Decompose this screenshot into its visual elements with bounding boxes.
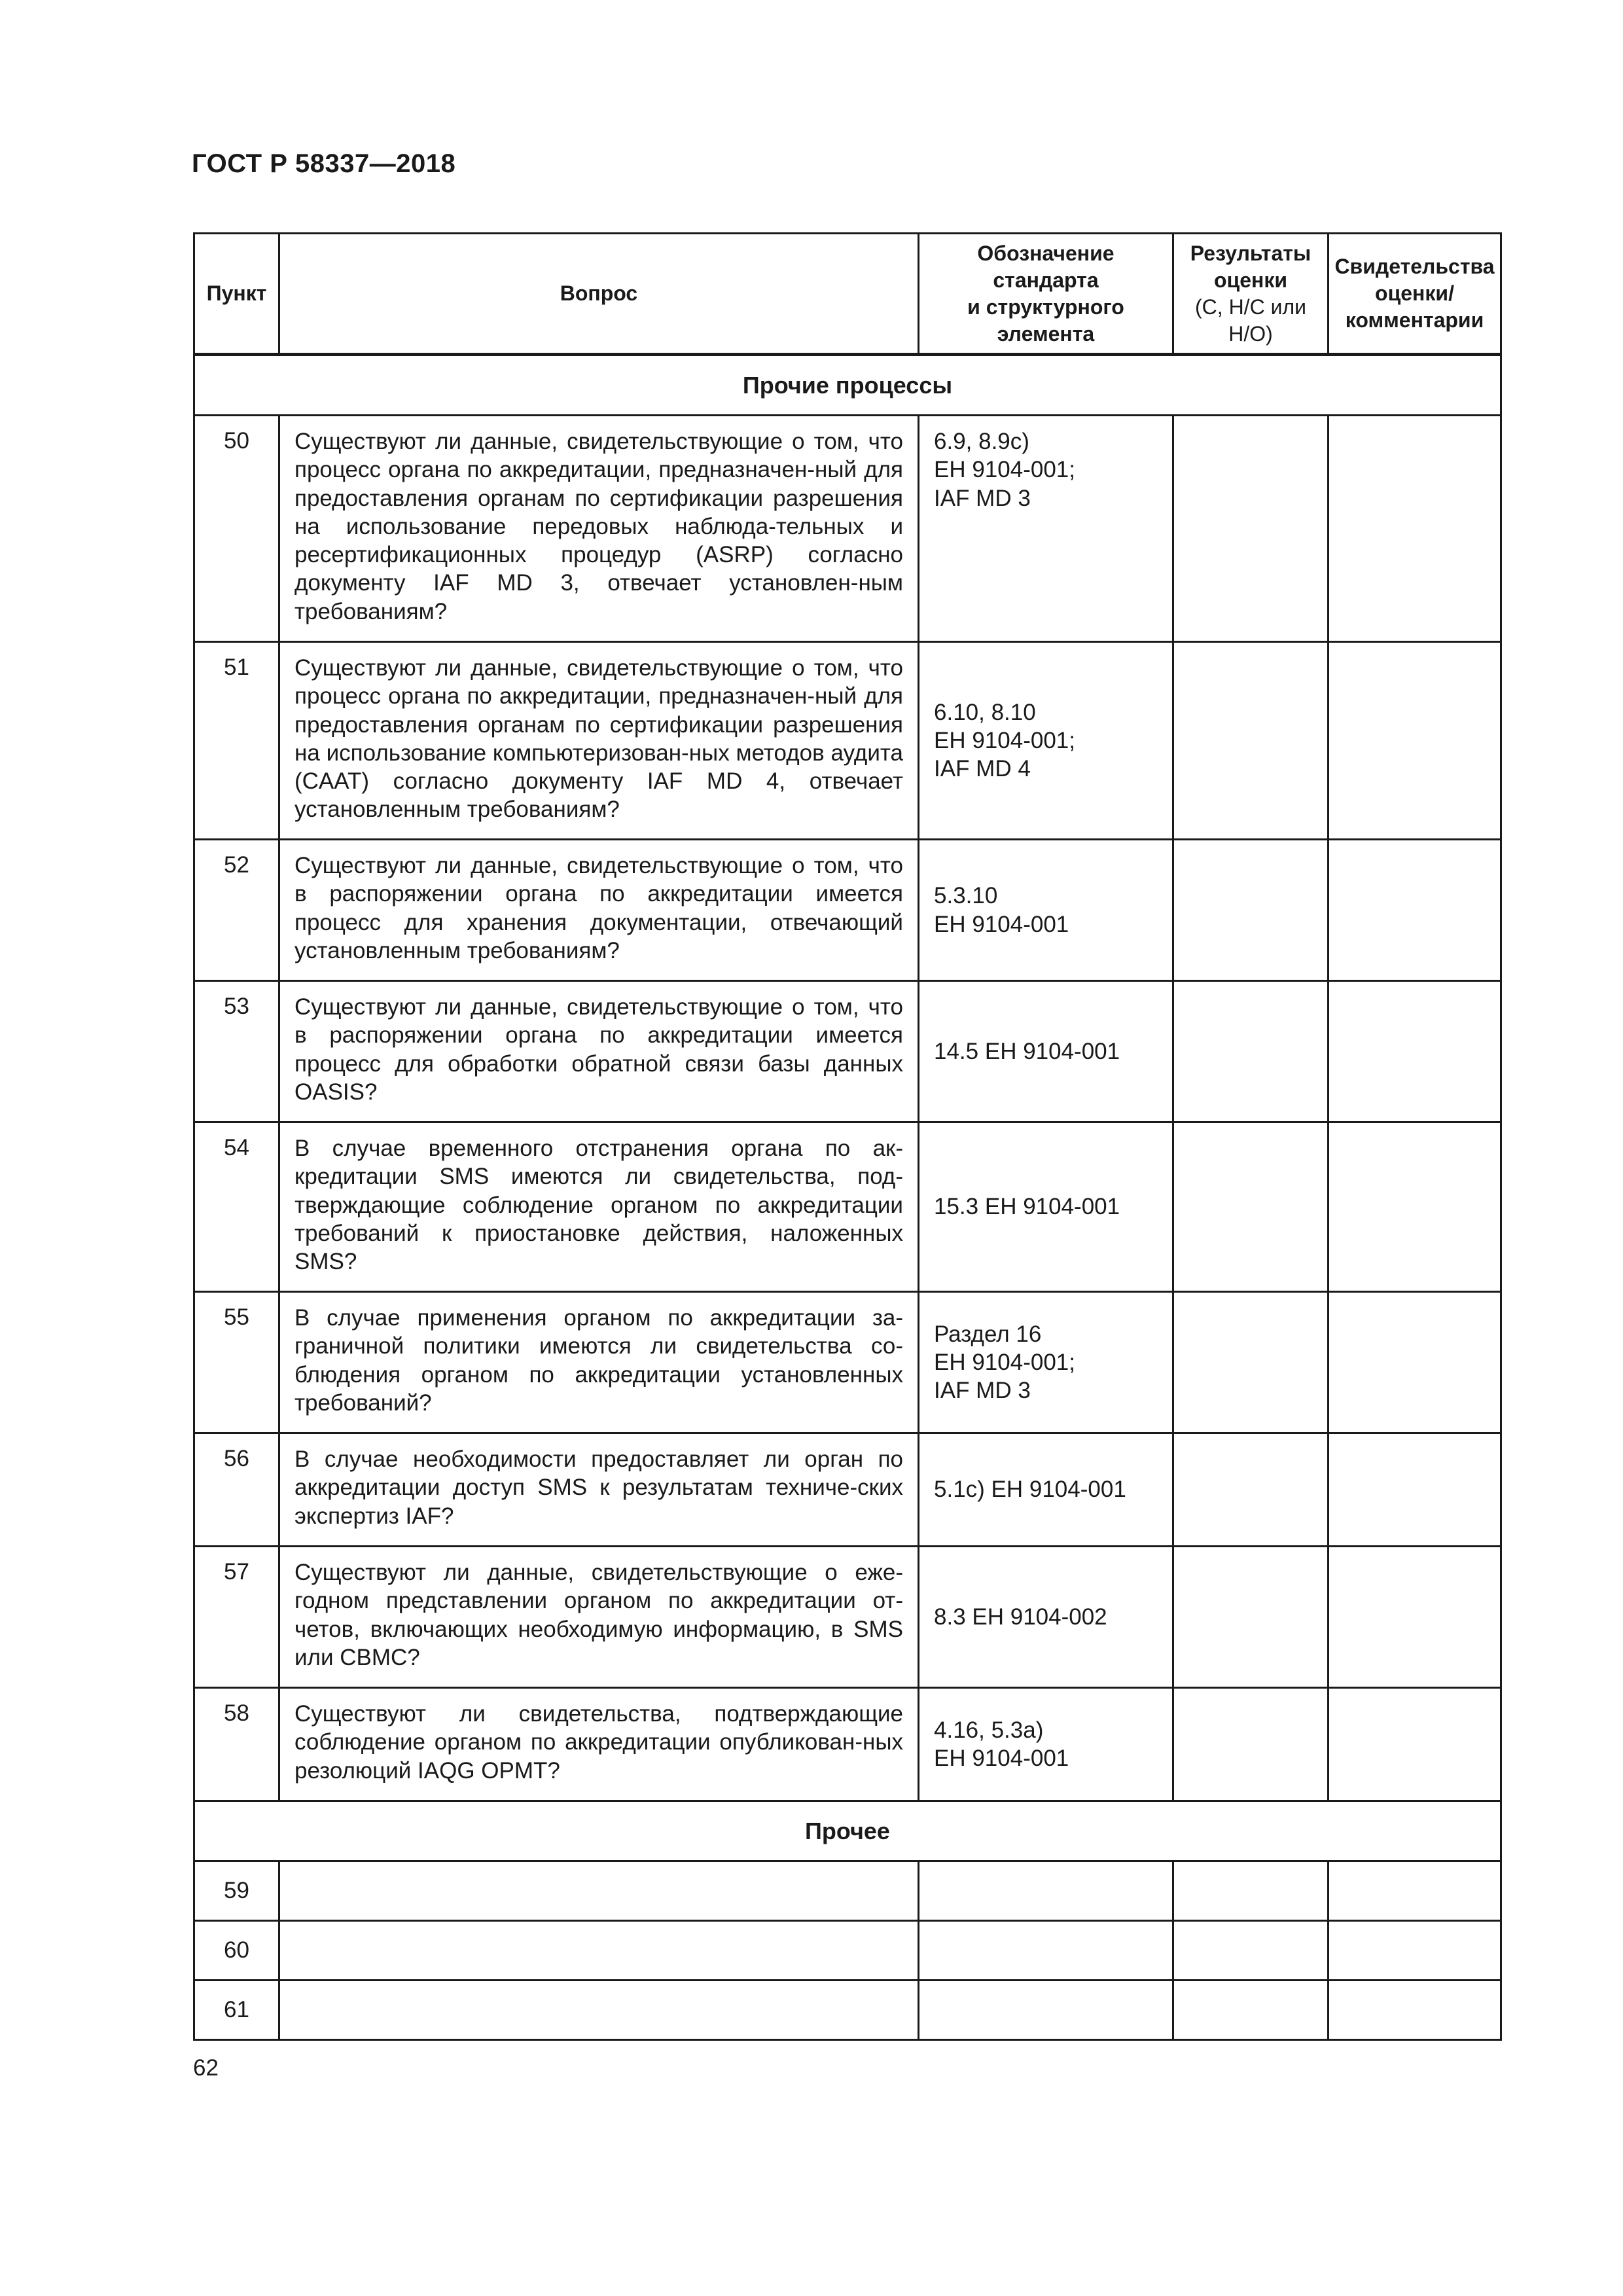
row-number: 52 <box>194 840 279 981</box>
row-standard-cell[interactable] <box>919 1861 1173 1921</box>
row-question-cell[interactable] <box>279 1921 919 1981</box>
row-standard: 5.3.10 ЕН 9104-001 <box>919 840 1173 981</box>
header-standard: Обозначение стандарта и структурного элемента <box>919 234 1173 355</box>
table-row <box>194 840 1501 981</box>
row-number: 54 <box>194 1122 279 1292</box>
row-standard-cell[interactable] <box>919 1921 1173 1981</box>
row-standard: Раздел 16 ЕН 9104-001; IAF MD 3 <box>919 1292 1173 1433</box>
header-point: Пункт <box>194 234 279 355</box>
row-number: 59 <box>194 1861 279 1921</box>
row-evidence-cell[interactable] <box>1329 642 1501 840</box>
row-question-cell[interactable] <box>279 1981 919 2040</box>
row-number: 57 <box>194 1547 279 1688</box>
table-row <box>194 1688 1501 1801</box>
row-question: Существуют ли данные, свидетельствующие о том, что процесс органа по аккредитации, предназначен-ный для предоставления органам по сертификации разрешения на использование компьютеризован-ных методов аудита (CAAT) согласно документу IAF MD 4, отвечает установленным требованиям? <box>279 642 919 840</box>
row-question: Существуют ли свидетельства, подтверждающие соблюдение органом по аккредитации опубликован-ных резолюций IAQG OPMT? <box>279 1688 919 1801</box>
section-row <box>194 1801 1501 1861</box>
row-result-cell[interactable] <box>1173 642 1329 840</box>
row-result-cell[interactable] <box>1173 1981 1329 2040</box>
row-result-cell[interactable] <box>1173 1688 1329 1801</box>
row-standard: 15.3 ЕН 9104-001 <box>919 1122 1173 1292</box>
table-row <box>194 1433 1501 1547</box>
row-number: 50 <box>194 416 279 642</box>
table-row <box>194 416 1501 642</box>
row-evidence-cell[interactable] <box>1329 981 1501 1122</box>
table-row <box>194 1547 1501 1688</box>
table-row <box>194 1122 1501 1292</box>
row-result-cell[interactable] <box>1173 1292 1329 1433</box>
section-row <box>194 355 1501 416</box>
header-evidence: Свидетельства оценки/ комментарии <box>1329 234 1501 355</box>
row-number: 58 <box>194 1688 279 1801</box>
row-question: В случае необходимости предоставляет ли орган по аккредитации доступ SMS к результатам техниче-ских экспертиз IAF? <box>279 1433 919 1547</box>
row-evidence-cell[interactable] <box>1329 1547 1501 1688</box>
table-header-row <box>194 234 1501 355</box>
row-standard: 4.16, 5.3a) ЕН 9104-001 <box>919 1688 1173 1801</box>
section-title-other-processes: Прочие процессы <box>194 355 1501 416</box>
row-evidence-cell[interactable] <box>1329 1433 1501 1547</box>
row-question: Существуют ли данные, свидетельствующие о еже-годном представлении органом по аккредитации от-четов, включающих необходимую информацию, в SMS или СВМС? <box>279 1547 919 1688</box>
table-row <box>194 1921 1501 1981</box>
row-result-cell[interactable] <box>1173 1433 1329 1547</box>
table-row <box>194 642 1501 840</box>
table-row <box>194 981 1501 1122</box>
row-result-cell[interactable] <box>1173 1861 1329 1921</box>
row-number: 51 <box>194 642 279 840</box>
row-number: 53 <box>194 981 279 1122</box>
page-number: 62 <box>193 2055 219 2081</box>
row-evidence-cell[interactable] <box>1329 1122 1501 1292</box>
row-evidence-cell[interactable] <box>1329 416 1501 642</box>
row-standard: 8.3 ЕН 9104-002 <box>919 1547 1173 1688</box>
row-number: 61 <box>194 1981 279 2040</box>
row-result-cell[interactable] <box>1173 416 1329 642</box>
row-result-cell[interactable] <box>1173 1921 1329 1981</box>
row-standard: 6.10, 8.10 ЕН 9104-001; IAF MD 4 <box>919 642 1173 840</box>
row-standard: 14.5 ЕН 9104-001 <box>919 981 1173 1122</box>
checklist-table <box>193 232 1502 2041</box>
row-number: 55 <box>194 1292 279 1433</box>
header-results: Результаты оценки (С, Н/С или Н/О) <box>1173 234 1329 355</box>
table-row <box>194 1981 1501 2040</box>
row-standard-cell[interactable] <box>919 1981 1173 2040</box>
row-result-cell[interactable] <box>1173 981 1329 1122</box>
row-evidence-cell[interactable] <box>1329 1292 1501 1433</box>
table-row <box>194 1861 1501 1921</box>
row-evidence-cell[interactable] <box>1329 1981 1501 2040</box>
row-evidence-cell[interactable] <box>1329 1861 1501 1921</box>
document-title: ГОСТ Р 58337—2018 <box>192 149 456 178</box>
row-evidence-cell[interactable] <box>1329 840 1501 981</box>
row-standard: 6.9, 8.9c) ЕН 9104-001; IAF MD 3 <box>919 416 1173 642</box>
row-question: Существуют ли данные, свидетельствующие о том, что в распоряжении органа по аккредитации имеется процесс для хранения документации, отвечающий установленным требованиям? <box>279 840 919 981</box>
row-evidence-cell[interactable] <box>1329 1688 1501 1801</box>
row-evidence-cell[interactable] <box>1329 1921 1501 1981</box>
row-standard: 5.1c) ЕН 9104-001 <box>919 1433 1173 1547</box>
row-question: Существуют ли данные, свидетельствующие о том, что в распоряжении органа по аккредитации имеется процесс для обработки обратной связи базы данных OASIS? <box>279 981 919 1122</box>
row-result-cell[interactable] <box>1173 840 1329 981</box>
row-result-cell[interactable] <box>1173 1122 1329 1292</box>
row-question-cell[interactable] <box>279 1861 919 1921</box>
row-question: Существуют ли данные, свидетельствующие о том, что процесс органа по аккредитации, предназначен-ный для предоставления органам по сертификации разрешения на использование передовых наблюда-тельных и ресертификационных процедур (ASRP) согласно документу IAF MD 3, отвечает установлен-ным требованиям? <box>279 416 919 642</box>
table-row <box>194 1292 1501 1433</box>
row-number: 56 <box>194 1433 279 1547</box>
row-question: В случае временного отстранения органа по ак-кредитации SMS имеются ли свидетельства, под-тверждающие соблюдение органом по аккредитации требований к приостановке действия, наложенных SMS? <box>279 1122 919 1292</box>
row-result-cell[interactable] <box>1173 1547 1329 1688</box>
row-question: В случае применения органом по аккредитации за-граничной политики имеются ли свидетельства со-блюдения органом по аккредитации установленных требований? <box>279 1292 919 1433</box>
header-question: Вопрос <box>279 234 919 355</box>
section-title-other: Прочее <box>194 1801 1501 1861</box>
row-number: 60 <box>194 1921 279 1981</box>
